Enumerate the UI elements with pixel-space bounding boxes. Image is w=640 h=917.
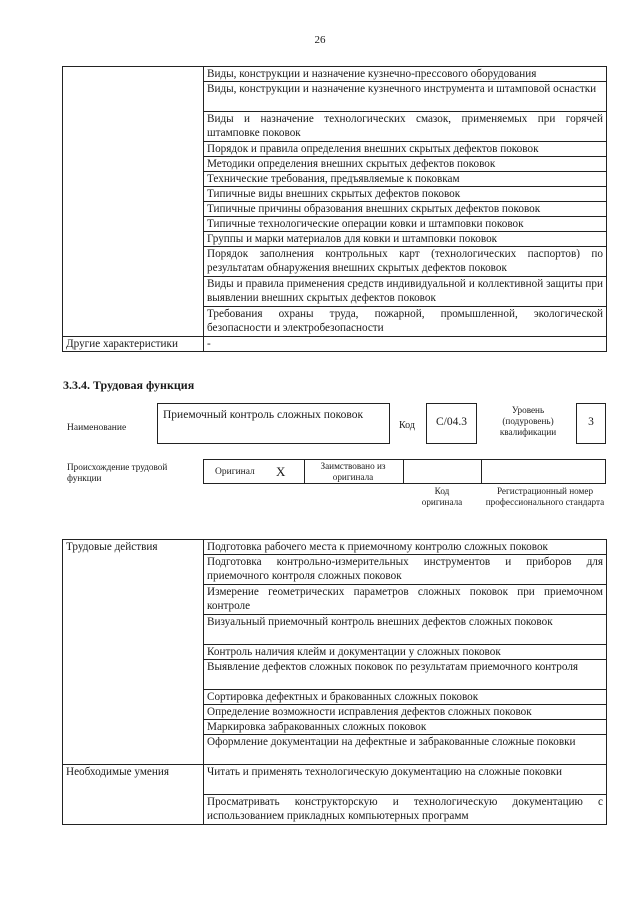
action-item: Подготовка рабочего места к приемочному контролю сложных поковок bbox=[204, 540, 607, 555]
other-characteristics-value: - bbox=[204, 337, 607, 352]
action-item: Сортировка дефектных и бракованных сложных поковок bbox=[204, 690, 607, 705]
knowledge-item: Виды, конструкции и назначение кузнечно-прессового оборудования bbox=[204, 67, 607, 82]
knowledge-item: Технические требования, предъявляемые к поковкам bbox=[204, 172, 607, 187]
knowledge-item: Виды и назначение технологических смазок, применяемых при горячей штамповке поковок bbox=[204, 112, 607, 142]
action-item: Визуальный приемочный контроль внешних дефектов сложных поковок bbox=[204, 615, 607, 645]
level-value: 3 bbox=[588, 416, 594, 428]
action-item: Контроль наличия клейм и документации у сложных поковок bbox=[204, 645, 607, 660]
action-item: Выявление дефектов сложных поковок по результатам приемочного контроля bbox=[204, 660, 607, 690]
knowledge-item: Типичные виды внешних скрытых дефектов поковок bbox=[204, 187, 607, 202]
origin-table bbox=[203, 459, 606, 484]
action-item: Измерение геометрических параметров сложных поковок при приемочном контроле bbox=[204, 585, 607, 615]
knowledge-item: Требования охраны труда, пожарной, промышленной, экологической безопасности и электробезопасности bbox=[204, 307, 607, 337]
borrowed-label: Заимствовано из оригинала bbox=[320, 461, 386, 482]
action-item: Подготовка контрольно-измерительных инструментов и приборов для приемочного контроля сложных поковок bbox=[204, 555, 607, 585]
name-label: Наименование bbox=[67, 423, 127, 433]
action-item: Оформление документации на дефектные и забракованные сложные поковки bbox=[204, 735, 607, 765]
knowledge-item: Типичные причины образования внешних скрытых дефектов поковок bbox=[204, 202, 607, 217]
level-label: Уровень (подуровень) квалификации bbox=[499, 405, 557, 437]
knowledge-item: Порядок заполнения контрольных карт (технологических паспортов) по результатам обнаружения внешних скрытых дефектов поковок bbox=[204, 247, 607, 277]
knowledge-table bbox=[62, 66, 607, 352]
function-name-value: Приемочный контроль сложных поковок bbox=[163, 409, 364, 421]
actions-label: Трудовые действия bbox=[63, 540, 204, 765]
section-heading: 3.3.4. Трудовая функция bbox=[63, 378, 195, 392]
action-item: Маркировка забракованных сложных поковок bbox=[204, 720, 607, 735]
knowledge-label-cell bbox=[63, 67, 204, 337]
skill-item: Просматривать конструкторскую и технологическую документацию с использованием прикладных компьютерных программ bbox=[204, 795, 607, 825]
page-number: 26 bbox=[314, 34, 326, 46]
knowledge-item: Группы и марки материалов для ковки и штамповки поковок bbox=[204, 232, 607, 247]
original-mark: X bbox=[276, 464, 286, 479]
code-original-caption: Код оригинала bbox=[421, 486, 463, 507]
knowledge-item: Виды, конструкции и назначение кузнечного инструмента и штамповой оснастки bbox=[204, 82, 607, 112]
knowledge-item: Методики определения внешних скрытых дефектов поковок bbox=[204, 157, 607, 172]
skills-label: Необходимые умения bbox=[63, 765, 204, 825]
other-characteristics-label: Другие характеристики bbox=[63, 337, 204, 352]
knowledge-item: Виды и правила применения средств индивидуальной и коллективной защиты при выявлении внешних скрытых дефектов поковок bbox=[204, 277, 607, 307]
knowledge-item: Порядок и правила определения внешних скрытых дефектов поковок bbox=[204, 142, 607, 157]
origin-label: Происхождение трудовой функции bbox=[67, 462, 168, 483]
function-details-table bbox=[62, 539, 607, 825]
code-value: C/04.3 bbox=[436, 416, 467, 428]
registration-number-caption: Регистрационный номер профессионального стандарта bbox=[485, 486, 605, 507]
action-item: Определение возможности исправления дефектов сложных поковок bbox=[204, 705, 607, 720]
original-label: Оригинал bbox=[215, 467, 255, 477]
code-label: Код bbox=[399, 420, 415, 431]
skill-item: Читать и применять технологическую документацию на сложные поковки bbox=[204, 765, 607, 795]
knowledge-item: Типичные технологические операции ковки и штамповки поковок bbox=[204, 217, 607, 232]
